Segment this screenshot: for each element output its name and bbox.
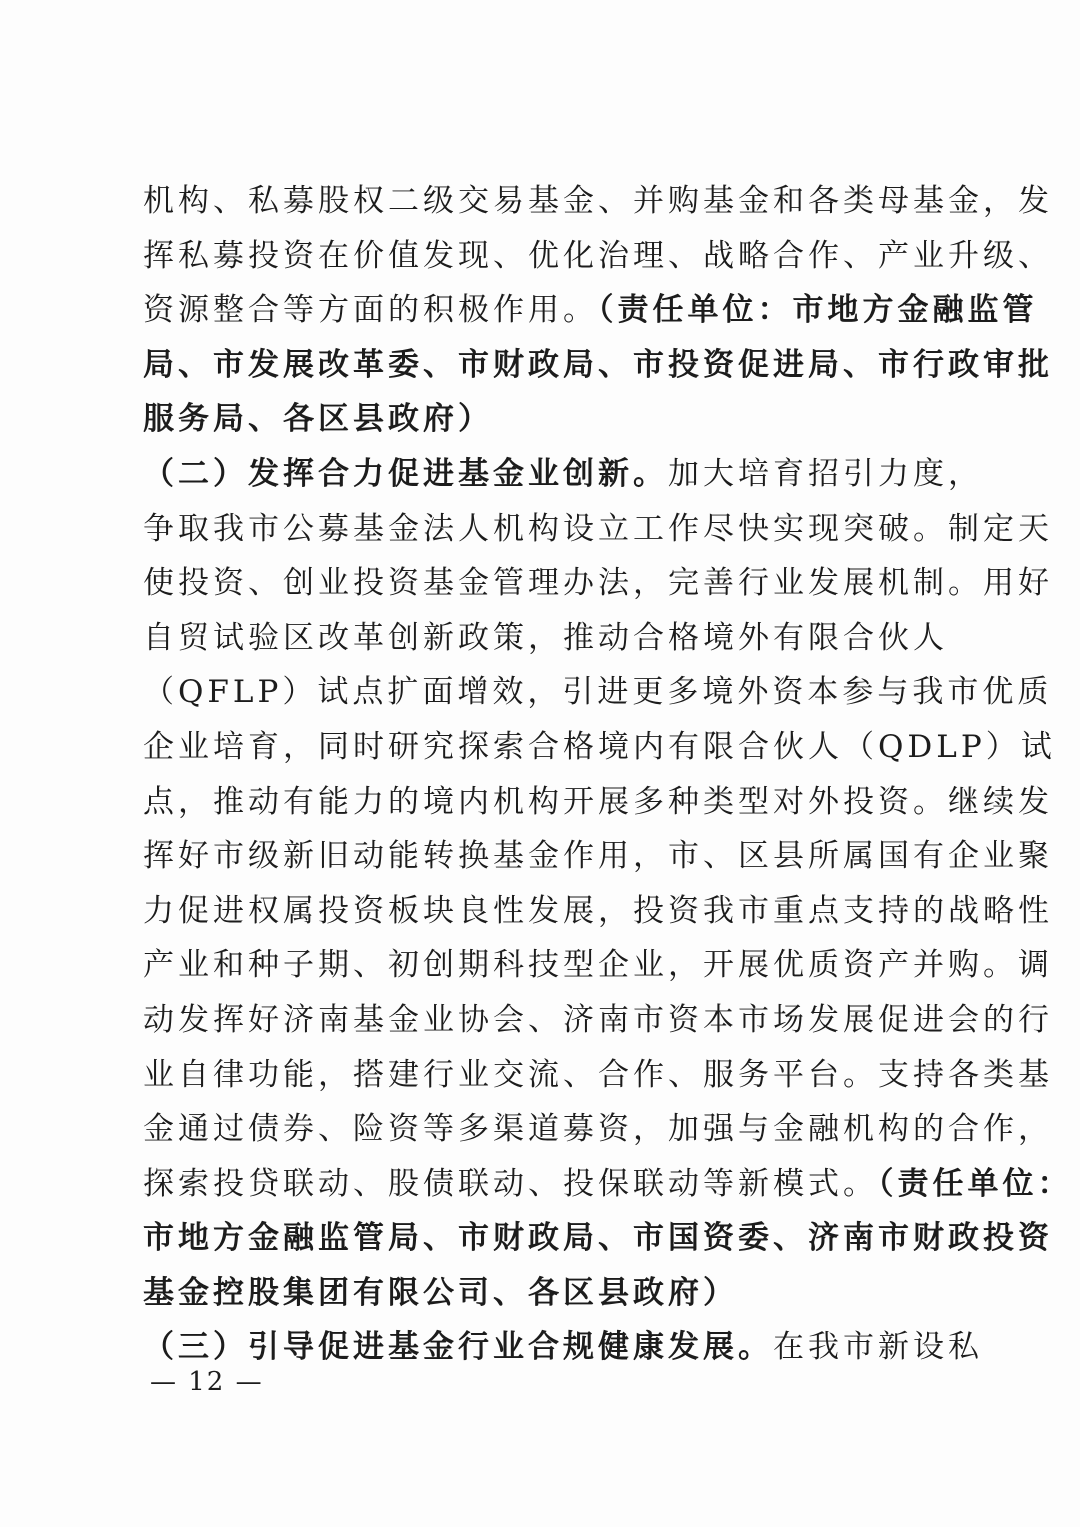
text-line bbox=[143, 993, 1053, 1048]
document-body bbox=[143, 174, 1073, 1375]
bold-text-run: 市地方金融监管局、市财政局、市国资委、济南市财政投资 bbox=[143, 1220, 1053, 1257]
text-line bbox=[143, 174, 1053, 229]
text-run: （QFLP）试点扩面增效，引进更多境外资本参与我市优质 bbox=[143, 674, 1053, 711]
text-run: 动发挥好济南基金业协会、济南市资本市场发展促进会的行 bbox=[143, 1001, 1053, 1038]
text-line bbox=[143, 720, 1056, 775]
bold-text-run: （责任单位： bbox=[878, 1165, 1073, 1202]
text-line bbox=[143, 447, 983, 502]
text-run: 争取我市公募基金法人机构设立工作尽快实现突破。制定天 bbox=[143, 510, 1053, 547]
text-run: 挥私募投资在价值发现、优化治理、战略合作、产业升级、 bbox=[143, 237, 1053, 274]
text-run: 在我市新设私 bbox=[773, 1329, 983, 1366]
text-run: 使投资、创业投资基金管理办法，完善行业发展机制。用好 bbox=[143, 565, 1053, 602]
text-run: 挥好市级新旧动能转换基金作用，市、区县所属国有企业聚 bbox=[143, 838, 1053, 875]
page-number: — 12 — bbox=[150, 1367, 264, 1397]
text-line bbox=[143, 1266, 943, 1321]
text-line bbox=[143, 829, 1053, 884]
text-line bbox=[143, 392, 943, 447]
bold-text-run: （二）发挥合力促进基金业创新。 bbox=[143, 455, 668, 492]
text-run: 企业培育，同时研究探索合格境内有限合伙人（QDLP）试 bbox=[143, 728, 1056, 765]
text-run: 加大培育招引力度， bbox=[668, 455, 983, 492]
text-line bbox=[143, 1102, 1053, 1157]
text-line bbox=[143, 502, 1053, 557]
text-run: 探索投贷联动、股债联动、投保联动等新模式。 bbox=[143, 1165, 878, 1202]
text-run: 机构、私募股权二级交易基金、并购基金和各类母基金，发 bbox=[143, 183, 1053, 219]
bold-text-run: （责任单位：市地方金融监管 bbox=[598, 292, 1038, 329]
text-line bbox=[143, 1157, 1073, 1212]
text-line bbox=[143, 338, 1053, 393]
text-line bbox=[143, 938, 1053, 993]
bold-text-run: 基金控股集团有限公司、各区县政府） bbox=[143, 1274, 738, 1311]
text-run: 资源整合等方面的积极作用。 bbox=[143, 292, 598, 329]
text-run: 业自律功能，搭建行业交流、合作、服务平台。支持各类基 bbox=[143, 1056, 1053, 1093]
bold-text-run: （三）引导促进基金行业合规健康发展。 bbox=[143, 1329, 773, 1366]
text-line bbox=[143, 884, 1053, 939]
text-line bbox=[143, 611, 948, 666]
text-line bbox=[143, 1048, 1053, 1103]
text-line bbox=[143, 775, 1053, 830]
text-line bbox=[143, 283, 1038, 338]
text-line bbox=[143, 1211, 1053, 1266]
text-run: 产业和种子期、初创期科技型企业，开展优质资产并购。调 bbox=[143, 947, 1053, 984]
text-run: 金通过债券、险资等多渠道募资，加强与金融机构的合作， bbox=[143, 1111, 1053, 1148]
text-line bbox=[143, 229, 1053, 284]
text-line bbox=[143, 556, 1053, 611]
text-run: 自贸试验区改革创新政策，推动合格境外有限合伙人 bbox=[143, 619, 948, 656]
bold-text-run: 服务局、各区县政府） bbox=[143, 401, 493, 438]
text-line bbox=[143, 665, 1053, 720]
bold-text-run: 局、市发展改革委、市财政局、市投资促进局、市行政审批 bbox=[143, 346, 1053, 383]
text-run: 力促进权属投资板块良性发展，投资我市重点支持的战略性 bbox=[143, 892, 1053, 929]
text-run: 点，推动有能力的境内机构开展多种类型对外投资。继续发 bbox=[143, 783, 1053, 820]
